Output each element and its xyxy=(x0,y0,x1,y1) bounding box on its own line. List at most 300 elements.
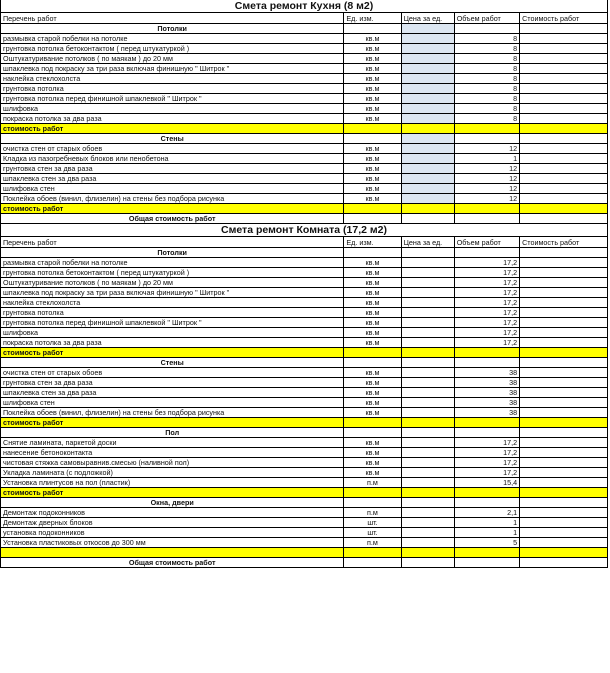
total-row xyxy=(1,558,608,568)
volume-cell[interactable]: 17,2 xyxy=(454,308,519,318)
cost-cell[interactable] xyxy=(520,438,608,448)
cost-cell[interactable] xyxy=(520,408,608,418)
work-cell[interactable]: чистовая стяжка самовыравнив.смесью (наливной пол) xyxy=(1,458,344,468)
price-cell[interactable] xyxy=(401,44,454,54)
unit-cell[interactable]: шт. xyxy=(344,518,401,528)
section-row xyxy=(1,134,608,144)
table-row xyxy=(1,298,608,308)
cost-cell[interactable] xyxy=(520,268,608,278)
price-cell[interactable] xyxy=(401,508,454,518)
unit-cell[interactable]: кв.м xyxy=(344,288,401,298)
price-cell[interactable] xyxy=(401,164,454,174)
cost-cell[interactable] xyxy=(520,104,608,114)
cost-cell[interactable] xyxy=(520,538,608,548)
volume-cell[interactable]: 2,1 xyxy=(454,508,519,518)
cost-cell[interactable] xyxy=(520,528,608,538)
volume-cell[interactable]: 38 xyxy=(454,408,519,418)
cost-cell[interactable] xyxy=(520,298,608,308)
total-label[interactable]: Общая стоимость работ xyxy=(1,558,344,568)
section-title[interactable]: Стены xyxy=(1,134,344,144)
empty-cell[interactable] xyxy=(344,558,401,568)
volume-cell[interactable]: 17,2 xyxy=(454,438,519,448)
table-row xyxy=(1,194,608,204)
empty-cell[interactable] xyxy=(401,548,454,558)
cost-cell[interactable] xyxy=(520,144,608,154)
volume-cell[interactable]: 17,2 xyxy=(454,298,519,308)
price-cell[interactable] xyxy=(401,64,454,74)
empty-cell[interactable] xyxy=(520,248,608,258)
work-cell[interactable]: шлифовка xyxy=(1,104,344,114)
price-cell[interactable] xyxy=(401,478,454,488)
price-cell[interactable] xyxy=(401,94,454,104)
subtotal-row xyxy=(1,548,608,558)
price-cell[interactable] xyxy=(401,538,454,548)
total-label[interactable]: Общая стоимость работ xyxy=(1,214,344,224)
volume-cell[interactable]: 8 xyxy=(454,114,519,124)
subtotal-label[interactable]: стоимость работ xyxy=(1,348,344,358)
work-cell[interactable]: покраска потолка за два раза xyxy=(1,338,344,348)
empty-cell[interactable] xyxy=(344,428,401,438)
table-row xyxy=(1,438,608,448)
price-cell[interactable] xyxy=(401,258,454,268)
empty-cell[interactable] xyxy=(454,248,519,258)
unit-cell[interactable]: кв.м xyxy=(344,458,401,468)
unit-cell[interactable]: кв.м xyxy=(344,34,401,44)
empty-cell[interactable] xyxy=(454,498,519,508)
unit-cell[interactable]: кв.м xyxy=(344,174,401,184)
work-cell[interactable]: грунтовка потолка перед финишной шпаклевкой " Шитрок " xyxy=(1,94,344,104)
table-row xyxy=(1,468,608,478)
cost-cell[interactable] xyxy=(520,114,608,124)
price-cell[interactable] xyxy=(401,154,454,164)
header-work[interactable]: Перечень работ xyxy=(1,237,344,248)
empty-cell[interactable] xyxy=(401,214,454,224)
empty-cell[interactable] xyxy=(454,358,519,368)
work-cell[interactable]: Кладка из пазогребневых блоков или пенобетона xyxy=(1,154,344,164)
cost-cell[interactable] xyxy=(520,194,608,204)
cost-cell[interactable] xyxy=(520,518,608,528)
header-work[interactable]: Перечень работ xyxy=(1,13,344,24)
work-cell[interactable]: очистка стен от старых обоев xyxy=(1,144,344,154)
cost-cell[interactable] xyxy=(520,398,608,408)
work-cell[interactable]: шпаклевка стен за два раза xyxy=(1,388,344,398)
header-row xyxy=(1,13,608,24)
unit-cell[interactable]: кв.м xyxy=(344,164,401,174)
unit-cell[interactable]: п.м xyxy=(344,478,401,488)
volume-cell[interactable]: 17,2 xyxy=(454,458,519,468)
volume-cell[interactable]: 17,2 xyxy=(454,338,519,348)
unit-cell[interactable]: кв.м xyxy=(344,74,401,84)
work-cell[interactable]: очистка стен от старых обоев xyxy=(1,368,344,378)
volume-cell[interactable]: 38 xyxy=(454,368,519,378)
price-cell[interactable] xyxy=(401,114,454,124)
cost-cell[interactable] xyxy=(520,54,608,64)
work-cell[interactable]: Установка плинтусов на пол (пластик) xyxy=(1,478,344,488)
unit-cell[interactable]: кв.м xyxy=(344,268,401,278)
price-cell[interactable] xyxy=(401,378,454,388)
volume-cell[interactable]: 8 xyxy=(454,64,519,74)
unit-cell[interactable]: кв.м xyxy=(344,398,401,408)
empty-cell[interactable] xyxy=(401,418,454,428)
work-cell[interactable]: покраска потолка за два раза xyxy=(1,114,344,124)
empty-cell[interactable] xyxy=(401,488,454,498)
empty-cell[interactable] xyxy=(520,124,608,134)
empty-cell[interactable] xyxy=(344,548,401,558)
price-cell[interactable] xyxy=(401,174,454,184)
work-cell[interactable]: грунтовка потолка xyxy=(1,308,344,318)
empty-cell[interactable] xyxy=(520,418,608,428)
price-cell[interactable] xyxy=(401,84,454,94)
price-cell[interactable] xyxy=(401,458,454,468)
price-cell[interactable] xyxy=(401,104,454,114)
cost-cell[interactable] xyxy=(520,154,608,164)
empty-cell[interactable] xyxy=(344,134,401,144)
unit-cell[interactable]: кв.м xyxy=(344,378,401,388)
price-cell[interactable] xyxy=(401,388,454,398)
work-cell[interactable]: Демонтаж подоконников xyxy=(1,508,344,518)
header-cost[interactable]: Стоимость работ xyxy=(520,13,608,24)
empty-cell[interactable] xyxy=(454,134,519,144)
price-cell[interactable] xyxy=(401,74,454,84)
subtotal-label[interactable]: стоимость работ xyxy=(1,204,344,214)
work-cell[interactable]: шлифовка стен xyxy=(1,184,344,194)
empty-cell[interactable] xyxy=(520,358,608,368)
volume-cell[interactable]: 38 xyxy=(454,398,519,408)
empty-cell[interactable] xyxy=(520,428,608,438)
cost-cell[interactable] xyxy=(520,328,608,338)
section-title[interactable]: Стены xyxy=(1,358,344,368)
price-cell[interactable] xyxy=(401,528,454,538)
work-cell[interactable]: Укладка ламината (с подложкой) xyxy=(1,468,344,478)
cost-cell[interactable] xyxy=(520,508,608,518)
volume-cell[interactable]: 38 xyxy=(454,388,519,398)
price-cell[interactable] xyxy=(401,398,454,408)
unit-cell[interactable]: кв.м xyxy=(344,64,401,74)
price-cell[interactable] xyxy=(401,194,454,204)
work-cell[interactable]: грунтовка потолка бетоконтактом ( перед штукатуркой ) xyxy=(1,268,344,278)
empty-cell[interactable] xyxy=(454,428,519,438)
empty-cell[interactable] xyxy=(401,498,454,508)
unit-cell[interactable]: п.м xyxy=(344,538,401,548)
cost-cell[interactable] xyxy=(520,288,608,298)
work-cell[interactable]: шпаклевка под покраску за три раза включая финишную " Шитрок " xyxy=(1,288,344,298)
section-title[interactable]: Потолки xyxy=(1,248,344,258)
empty-cell[interactable] xyxy=(454,558,519,568)
price-cell[interactable] xyxy=(401,298,454,308)
table-row xyxy=(1,408,608,418)
table-row xyxy=(1,338,608,348)
unit-cell[interactable]: кв.м xyxy=(344,388,401,398)
unit-cell[interactable]: кв.м xyxy=(344,104,401,114)
empty-cell[interactable] xyxy=(344,248,401,258)
table-row xyxy=(1,268,608,278)
work-cell[interactable]: шпаклевка стен за два раза xyxy=(1,174,344,184)
empty-cell[interactable] xyxy=(344,418,401,428)
cost-cell[interactable] xyxy=(520,34,608,44)
price-cell[interactable] xyxy=(401,34,454,44)
empty-cell[interactable] xyxy=(344,124,401,134)
empty-cell[interactable] xyxy=(454,548,519,558)
unit-cell[interactable]: шт. xyxy=(344,528,401,538)
work-cell[interactable]: Поклейка обоев (винил, флизелин) на стены без подбора рисунка xyxy=(1,408,344,418)
work-cell[interactable]: Снятие ламината, паркетой доски xyxy=(1,438,344,448)
cost-cell[interactable] xyxy=(520,458,608,468)
empty-cell[interactable] xyxy=(344,358,401,368)
work-cell[interactable]: Демонтаж дверных блоков xyxy=(1,518,344,528)
volume-cell[interactable]: 8 xyxy=(454,104,519,114)
price-cell[interactable] xyxy=(401,278,454,288)
cost-cell[interactable] xyxy=(520,318,608,328)
unit-cell[interactable]: кв.м xyxy=(344,84,401,94)
cost-cell[interactable] xyxy=(520,174,608,184)
volume-cell[interactable]: 8 xyxy=(454,54,519,64)
empty-cell[interactable] xyxy=(401,204,454,214)
cost-cell[interactable] xyxy=(520,258,608,268)
volume-cell[interactable]: 17,2 xyxy=(454,328,519,338)
header-price[interactable]: Цена за ед. xyxy=(401,237,454,248)
work-cell[interactable]: наклейка стеклохолста xyxy=(1,74,344,84)
header-price[interactable]: Цена за ед. xyxy=(401,13,454,24)
cost-cell[interactable] xyxy=(520,468,608,478)
table-row xyxy=(1,114,608,124)
work-cell[interactable]: грунтовка потолка xyxy=(1,84,344,94)
volume-cell[interactable]: 17,2 xyxy=(454,318,519,328)
table-row xyxy=(1,448,608,458)
unit-cell[interactable]: кв.м xyxy=(344,44,401,54)
price-cell[interactable] xyxy=(401,518,454,528)
kitchen-estimate xyxy=(0,0,608,224)
cost-cell[interactable] xyxy=(520,368,608,378)
volume-cell[interactable]: 12 xyxy=(454,144,519,154)
price-cell[interactable] xyxy=(401,468,454,478)
section-title[interactable]: Окна, двери xyxy=(1,498,344,508)
empty-cell[interactable] xyxy=(344,204,401,214)
subtotal-row xyxy=(1,348,608,358)
price-cell[interactable] xyxy=(401,184,454,194)
subtotal-label[interactable]: стоимость работ xyxy=(1,418,344,428)
price-cell[interactable] xyxy=(401,288,454,298)
volume-cell[interactable]: 8 xyxy=(454,94,519,104)
cost-cell[interactable] xyxy=(520,44,608,54)
empty-cell[interactable] xyxy=(401,124,454,134)
unit-cell[interactable]: кв.м xyxy=(344,54,401,64)
volume-cell[interactable]: 38 xyxy=(454,378,519,388)
table-row xyxy=(1,144,608,154)
cost-cell[interactable] xyxy=(520,84,608,94)
price-cell[interactable] xyxy=(401,54,454,64)
empty-cell[interactable] xyxy=(454,24,519,34)
work-cell[interactable]: Поклейка обоев (винил, флизелин) на стены без подбора рисунка xyxy=(1,194,344,204)
work-cell[interactable]: установка подоконников xyxy=(1,528,344,538)
empty-cell[interactable] xyxy=(454,214,519,224)
empty-cell[interactable] xyxy=(401,558,454,568)
table-row xyxy=(1,318,608,328)
work-cell[interactable]: Оштукатуривание потолков ( по маякам ) до 20 мм xyxy=(1,54,344,64)
empty-cell[interactable] xyxy=(401,134,454,144)
empty-cell[interactable] xyxy=(344,24,401,34)
table-row xyxy=(1,458,608,468)
header-cost[interactable]: Стоимость работ xyxy=(520,237,608,248)
unit-cell[interactable]: кв.м xyxy=(344,448,401,458)
header-volume[interactable]: Объем работ xyxy=(454,13,519,24)
work-cell[interactable]: Оштукатуривание потолков ( по маякам ) до 20 мм xyxy=(1,278,344,288)
table-row xyxy=(1,278,608,288)
empty-cell[interactable] xyxy=(344,214,401,224)
cost-cell[interactable] xyxy=(520,448,608,458)
volume-cell[interactable]: 12 xyxy=(454,164,519,174)
cost-cell[interactable] xyxy=(520,74,608,84)
volume-cell[interactable]: 1 xyxy=(454,518,519,528)
empty-cell[interactable] xyxy=(454,124,519,134)
cost-cell[interactable] xyxy=(520,478,608,488)
volume-cell[interactable]: 8 xyxy=(454,74,519,84)
header-volume[interactable]: Объем работ xyxy=(454,237,519,248)
unit-cell[interactable]: кв.м xyxy=(344,278,401,288)
volume-cell[interactable]: 12 xyxy=(454,194,519,204)
work-cell[interactable]: размывка старой побелки на потолке xyxy=(1,258,344,268)
empty-cell[interactable] xyxy=(520,134,608,144)
unit-cell[interactable]: кв.м xyxy=(344,154,401,164)
price-cell[interactable] xyxy=(401,338,454,348)
unit-cell[interactable]: кв.м xyxy=(344,258,401,268)
price-cell[interactable] xyxy=(401,448,454,458)
empty-cell[interactable] xyxy=(520,558,608,568)
room-estimate xyxy=(0,224,608,568)
empty-cell[interactable] xyxy=(520,24,608,34)
volume-cell[interactable]: 17,2 xyxy=(454,258,519,268)
empty-cell[interactable] xyxy=(520,488,608,498)
estimate-title: Смета ремонт Комната (17,2 м2) xyxy=(0,224,608,236)
cost-cell[interactable] xyxy=(520,94,608,104)
price-cell[interactable] xyxy=(401,144,454,154)
empty-cell[interactable] xyxy=(520,348,608,358)
price-cell[interactable] xyxy=(401,408,454,418)
subtotal-label[interactable]: стоимость работ xyxy=(1,124,344,134)
unit-cell[interactable]: кв.м xyxy=(344,144,401,154)
empty-cell[interactable] xyxy=(401,348,454,358)
unit-cell[interactable]: кв.м xyxy=(344,368,401,378)
empty-cell[interactable] xyxy=(344,348,401,358)
price-cell[interactable] xyxy=(401,438,454,448)
header-unit[interactable]: Ед. изм. xyxy=(344,13,401,24)
table-row xyxy=(1,44,608,54)
empty-cell[interactable] xyxy=(454,418,519,428)
cost-cell[interactable] xyxy=(520,308,608,318)
work-cell[interactable]: наклейка стеклохолста xyxy=(1,298,344,308)
unit-cell[interactable]: кв.м xyxy=(344,338,401,348)
work-cell[interactable]: шлифовка xyxy=(1,328,344,338)
volume-cell[interactable]: 17,2 xyxy=(454,448,519,458)
table-row xyxy=(1,184,608,194)
volume-cell[interactable]: 15,4 xyxy=(454,478,519,488)
cost-cell[interactable] xyxy=(520,338,608,348)
subtotal-row xyxy=(1,204,608,214)
section-row xyxy=(1,428,608,438)
subtotal-row xyxy=(1,418,608,428)
volume-cell[interactable]: 12 xyxy=(454,174,519,184)
cost-cell[interactable] xyxy=(520,184,608,194)
volume-cell[interactable]: 17,2 xyxy=(454,468,519,478)
volume-cell[interactable]: 1 xyxy=(454,154,519,164)
cost-cell[interactable] xyxy=(520,278,608,288)
cost-cell[interactable] xyxy=(520,378,608,388)
work-cell[interactable]: размывка старой побелки на потолке xyxy=(1,34,344,44)
work-cell[interactable]: шлифовка стен xyxy=(1,398,344,408)
work-cell[interactable]: грунтовка потолка перед финишной шпаклевкой " Шитрок " xyxy=(1,318,344,328)
empty-cell[interactable] xyxy=(454,348,519,358)
volume-cell[interactable]: 12 xyxy=(454,184,519,194)
unit-cell[interactable]: кв.м xyxy=(344,408,401,418)
unit-cell[interactable]: кв.м xyxy=(344,468,401,478)
section-title[interactable]: Потолки xyxy=(1,24,344,34)
volume-cell[interactable]: 5 xyxy=(454,538,519,548)
work-cell[interactable]: нанесение бетоноконтакта xyxy=(1,448,344,458)
empty-cell[interactable] xyxy=(401,248,454,258)
work-cell[interactable]: Установка пластиковых откосов до 300 мм xyxy=(1,538,344,548)
work-cell[interactable]: грунтовка потолка бетоконтактом ( перед штукатуркой ) xyxy=(1,44,344,54)
total-row xyxy=(1,214,608,224)
volume-cell[interactable]: 1 xyxy=(454,528,519,538)
unit-cell[interactable]: кв.м xyxy=(344,308,401,318)
price-cell[interactable] xyxy=(401,268,454,278)
table-row xyxy=(1,64,608,74)
empty-cell[interactable] xyxy=(520,214,608,224)
table-row xyxy=(1,388,608,398)
price-cell[interactable] xyxy=(401,368,454,378)
unit-cell[interactable]: кв.м xyxy=(344,194,401,204)
empty-cell[interactable] xyxy=(520,204,608,214)
empty-cell[interactable] xyxy=(401,358,454,368)
volume-cell[interactable]: 17,2 xyxy=(454,288,519,298)
cost-cell[interactable] xyxy=(520,164,608,174)
price-cell[interactable] xyxy=(401,318,454,328)
work-cell[interactable]: грунтовка стен за два раза xyxy=(1,378,344,388)
cost-cell[interactable] xyxy=(520,64,608,74)
work-cell[interactable]: грунтовка стен за два раза xyxy=(1,164,344,174)
unit-cell[interactable]: кв.м xyxy=(344,328,401,338)
empty-cell[interactable] xyxy=(520,498,608,508)
empty-cell[interactable] xyxy=(344,488,401,498)
empty-cell[interactable] xyxy=(401,24,454,34)
volume-cell[interactable]: 8 xyxy=(454,44,519,54)
unit-cell[interactable]: кв.м xyxy=(344,184,401,194)
header-unit[interactable]: Ед. изм. xyxy=(344,237,401,248)
empty-cell[interactable] xyxy=(401,428,454,438)
price-cell[interactable] xyxy=(401,308,454,318)
subtotal-label[interactable] xyxy=(1,548,344,558)
unit-cell[interactable]: п.м xyxy=(344,508,401,518)
unit-cell[interactable]: кв.м xyxy=(344,318,401,328)
volume-cell[interactable]: 17,2 xyxy=(454,278,519,288)
empty-cell[interactable] xyxy=(454,488,519,498)
unit-cell[interactable]: кв.м xyxy=(344,438,401,448)
table-row xyxy=(1,94,608,104)
price-cell[interactable] xyxy=(401,328,454,338)
unit-cell[interactable]: кв.м xyxy=(344,94,401,104)
unit-cell[interactable]: кв.м xyxy=(344,114,401,124)
volume-cell[interactable]: 8 xyxy=(454,34,519,44)
section-title[interactable]: Пол xyxy=(1,428,344,438)
empty-cell[interactable] xyxy=(344,498,401,508)
empty-cell[interactable] xyxy=(454,204,519,214)
unit-cell[interactable]: кв.м xyxy=(344,298,401,308)
volume-cell[interactable]: 17,2 xyxy=(454,268,519,278)
subtotal-label[interactable]: стоимость работ xyxy=(1,488,344,498)
cost-cell[interactable] xyxy=(520,388,608,398)
work-cell[interactable]: шпаклевка под покраску за три раза включая финишную " Шитрок " xyxy=(1,64,344,74)
volume-cell[interactable]: 8 xyxy=(454,84,519,94)
empty-cell[interactable] xyxy=(520,548,608,558)
